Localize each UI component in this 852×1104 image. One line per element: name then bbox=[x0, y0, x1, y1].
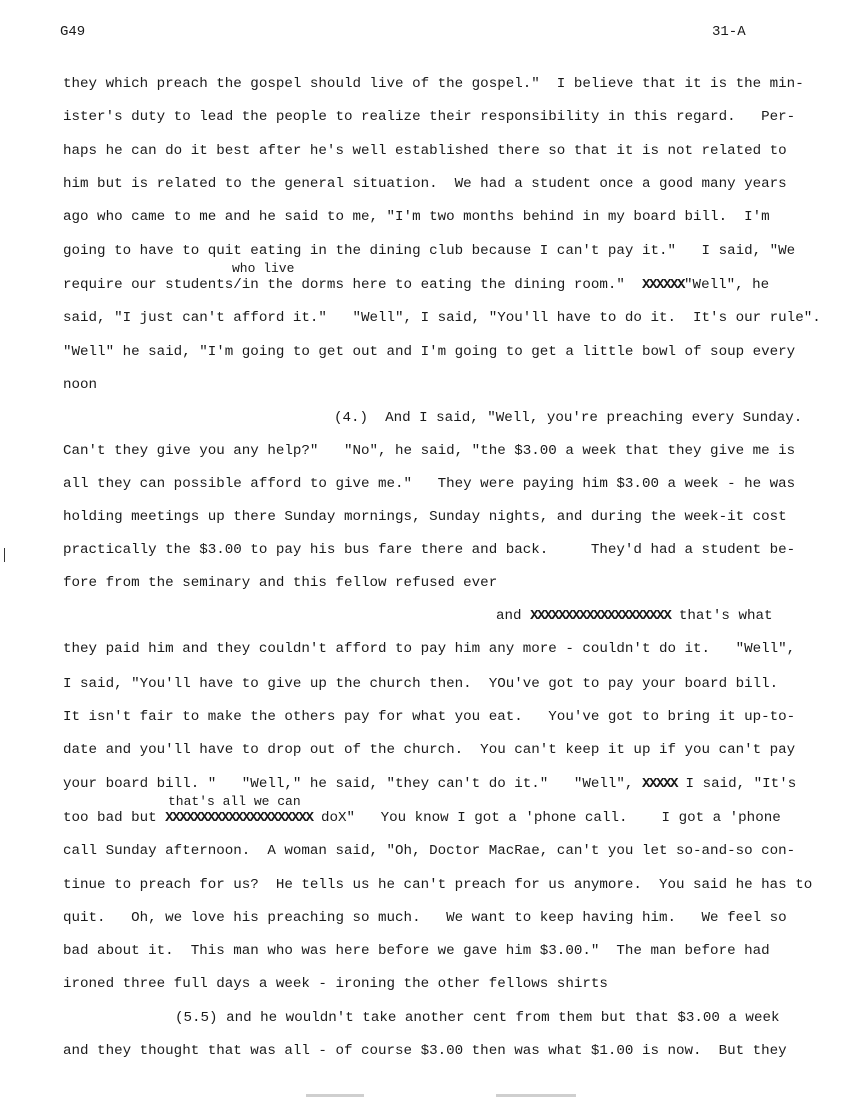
page-code: G49 bbox=[60, 24, 86, 40]
text-line: ironed three full days a week - ironing the other fellows shirts bbox=[63, 976, 608, 992]
section-marker-line: (4.) And I said, "Well, you're preaching every Sunday. bbox=[334, 410, 803, 426]
line-text: X" You know I got a 'phone call. I got a 'phone bbox=[338, 810, 781, 826]
line-text: your board bill. " "Well," he said, "they can't do it." "Well", bbox=[63, 776, 642, 792]
text-line: date and you'll have to drop out of the church. You can't keep it up if you can't pay bbox=[63, 742, 796, 758]
text-line: going to have to quit eating in the dining club because I can't pay it." I said, "We bbox=[63, 243, 796, 259]
section-marker-line: (5.5) and he wouldn't take another cent from them but that $3.00 a week bbox=[175, 1010, 780, 1026]
text-line: they which preach the gospel should live of the gospel." I believe that it is the min- bbox=[63, 76, 804, 92]
line-text: "Well", he bbox=[684, 277, 770, 293]
page-number: 31-A bbox=[712, 24, 746, 40]
text-line: bad about it. This man who was here before we gave him $3.00." The man before had bbox=[63, 943, 770, 959]
struck-text: XXXXX bbox=[641, 776, 678, 792]
line-text: require our students/in the dorms here to eating the dining room." bbox=[63, 277, 642, 293]
line-text: and bbox=[496, 608, 531, 624]
text-line bbox=[63, 775, 796, 793]
text-line: ago who came to me and he said to me, "I'm two months behind in my board bill. I'm bbox=[63, 209, 770, 225]
text-line: fore from the seminary and this fellow refused ever bbox=[63, 575, 498, 591]
line-text: I said, "It's bbox=[677, 776, 797, 792]
text-line: I said, "You'll have to give up the church then. YOu've got to pay your board bill. bbox=[63, 676, 779, 692]
text-line: and they thought that was all - of course $3.00 then was what $1.00 is now. But they bbox=[63, 1043, 787, 1059]
text-line: It isn't fair to make the others pay for what you eat. You've got to bring it up-to- bbox=[63, 709, 796, 725]
text-line: call Sunday afternoon. A woman said, "Oh, Doctor MacRae, can't you let so-and-so con- bbox=[63, 843, 796, 859]
text-line: all they can possible afford to give me." They were paying him $3.00 a week - he was bbox=[63, 476, 796, 492]
text-line: "Well" he said, "I'm going to get out and I'm going to get a little bowl of soup every bbox=[63, 344, 796, 360]
interlinear-insertion: that's all we can bbox=[168, 794, 301, 809]
text-line: they paid him and they couldn't afford to pay him any more - couldn't do it. "Well", bbox=[63, 641, 796, 657]
line-text: too bad but bbox=[63, 810, 166, 826]
bottom-smudge bbox=[306, 1094, 364, 1097]
line-text: do bbox=[312, 810, 339, 826]
text-line: holding meetings up there Sunday mornings, Sunday nights, and during the week-it cost bbox=[63, 509, 787, 525]
text-line: practically the $3.00 to pay his bus fare there and back. They'd had a student be- bbox=[63, 542, 796, 558]
margin-mark bbox=[4, 548, 5, 562]
text-line bbox=[496, 607, 773, 625]
text-line bbox=[63, 809, 781, 827]
text-line bbox=[63, 276, 769, 294]
struck-text: XXXXXX bbox=[641, 277, 685, 293]
bottom-smudge bbox=[496, 1094, 576, 1097]
text-line: ister's duty to lead the people to realize their responsibility in this regard. Per- bbox=[63, 109, 796, 125]
text-line: quit. Oh, we love his preaching so much. We want to keep having him. We feel so bbox=[63, 910, 787, 926]
text-line: him but is related to the general situation. We had a student once a good many years bbox=[63, 176, 787, 192]
text-line: said, "I just can't afford it." "Well", I said, "You'll have to do it. It's our rule". bbox=[63, 310, 821, 326]
text-line: noon bbox=[63, 377, 98, 393]
interlinear-insertion: who live bbox=[232, 261, 295, 276]
line-text: that's what bbox=[670, 608, 773, 624]
text-line: tinue to preach for us? He tells us he can't preach for us anymore. You said he has to bbox=[63, 877, 813, 893]
struck-text: XXXXXXXXXXXXXXXXXXXXX bbox=[165, 810, 313, 826]
struck-text: XXXXXXXXXXXXXXXXXXXX bbox=[530, 608, 671, 624]
text-line: haps he can do it best after he's well established there so that it is not related to bbox=[63, 143, 787, 159]
text-line: Can't they give you any help?" "No", he said, "the $3.00 a week that they give me is bbox=[63, 443, 796, 459]
